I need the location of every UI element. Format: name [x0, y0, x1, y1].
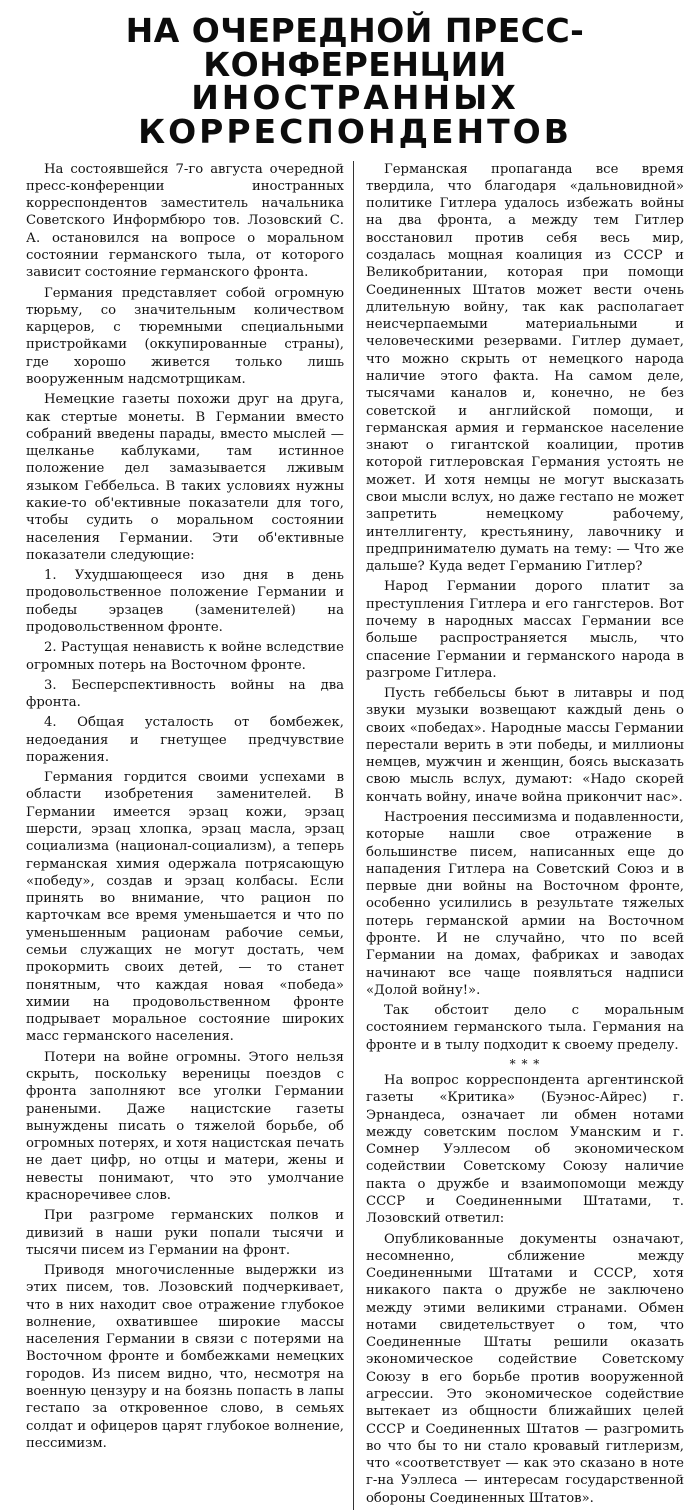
paragraph: 1. Ухудшающееся изо дня в день продовольственное положение Германии и победы эрзацев (заменителей) на продовольственном фронте. [26, 568, 344, 635]
paragraph: Германская пропаганда все время твердила, что благодаря «дальновидной» политике Гитлера удалось избежать войны на два фронта, а между тем Гитлер восстановил против себя весь мир, создалась мощная коалиция из СССР и Великобритании, которая при помощи Соединенных Штатов может вести очень длительную войну, так как располагает неисчерпаемыми материальными и человеческими резервами. Гитлер думает, что можно скрыть от немецкого народа наличие этого факта. На самом деле, тысячами каналов и, конечно, не без советской и английской помощи, и германская армия и германское население знают о гигантской коалиции, против которой гитлеровская Германия устоять не может. И хотя немцы не могут высказать свои мысли вслух, но даже гестапо не может запретить немецкому рабочему, интеллигенту, крестьянину, лавочнику и предпринимателю думать на тему: — Что же дальше? Куда ведет Германию Гитлер? [365, 161, 684, 575]
paragraph: Германия гордится своими успехами в области изобретения заменителей. В Германии имеется эрзац кожи, эрзац шерсти, эрзац хлопка, эрзац масла, эрзац социализма (национал-социализм), а теперь германская химия одержала потрясающую «победу», создав и эрзац колбасы. Если принять во внимание, что рацион по карточкам все время уменьшается и что по уменьшенным рационам рабочие семьи, семьи служащих не могут достать, чем прокормить своих детей, — то станет понятным, что каждая новая «победа» химии на продовольственном фронте подрывает моральное состояние широких масс германского населения. [26, 770, 344, 1045]
section-separator: * * * [509, 1056, 541, 1071]
article-headline [26, 11, 684, 151]
paragraph: При разгроме германских полков и дивизий в наши руки попали тысячи и тысячи писем из Германии на фронт. [26, 1208, 344, 1258]
paragraph: 4. Общая усталость от бомбежек, недоедания и гнетущее предчувствие поражения. [26, 715, 344, 765]
paragraph: Потери на войне огромны. Этого нельзя скрыть, поскольку вереницы поездов с фронта заполняют все уголки Германии ранеными. Даже нацистские газеты вынуждены писать о тяжелой борьбе, об огромных потерях, и хотя нацистская печать не дает цифр, но отцы и матери, жены и невесты понимают, что это умолчание красноречивее слов. [26, 1049, 344, 1203]
column-divider [353, 161, 354, 1510]
headline-line-2: ИНОСТРАННЫХ КОРРЕСПОНДЕНТОВ [138, 78, 572, 151]
paragraph: 3. Бесперспективность войны на два фронта. [26, 677, 344, 711]
article-columns [26, 161, 684, 1510]
paragraph: На состоявшейся 7-го августа очередной пресс-конференции иностранных корреспондентов заместитель начальника Советского Информбюро тов. Лозовский С. А. остановился на вопросе о моральном состоянии германского тыла, от которого зависит состояние германского фронта. [26, 161, 344, 281]
left-column [26, 161, 353, 1510]
paragraph: Германия представляет собой огромную тюрьму, со значительным количеством карцеров, с тюремными специальными пристройками (оккупированные страны), где хорошо живется только лишь вооруженным надсмотрщикам. [26, 285, 344, 387]
paragraph: Опубликованные документы означают, несомненно, сближение между Соединенными Штатами и СССР, хотя никакого пакта о дружбе не заключено между этими великими странами. Обмен нотами свидетельствует о том, что Соединенные Штаты решили оказать экономическое содействие Советскому Союзу в его борьбе против вооруженной агрессии. Это экономическое содействие вытекает из общности ближайших целей СССР и Соединенных Штатов — разгромить во что бы то ни стало кровавый гитлеризм, что «соответствует — как это сказано в ноте г-на Уэллеса — интересам государственной обороны Соединенных Штатов». [365, 1231, 684, 1506]
paragraph: Немецкие газеты похожи друг на друга, как стертые монеты. В Германии вместо собраний введены парады, вместо мыслей — щелканье каблуками, там истинное положение дел замазывается лживым языком Геббельса. В таких условиях нужны какие-то об'ективные показатели для того, чтобы судить о моральном состоянии населения Германии. Эти об'ективные показатели следующие: [26, 392, 344, 563]
headline-line-1: НА ОЧЕРЕДНОЙ ПРЕСС-КОНФЕРЕНЦИИ [125, 11, 585, 84]
paragraph: Приводя многочисленные выдержки из этих писем, тов. Лозовский подчеркивает, что в них находит свое отражение глубокое волнение, охватившее широкие массы населения Германии в связи с потерями на Восточном фронте и бомбежками немецких городов. Из писем видно, что, несмотря на военную цензуру и на боязнь попасть в лапы гестапо за откровенное слово, в семьях солдат и офицеров царят глубокое волнение, пессимизм. [26, 1263, 344, 1451]
paragraph: На вопрос корреспондента аргентинской газеты «Критика» (Буэнос-Айрес) г. Эрнандеса, означает ли обмен нотами между советским послом Уманским и г. Сомнер Уэллесом об экономическом содействии Советскому Союзу наличие пакта о дружбе и взаимопомощи между СССР и Соединенными Штатами, т. Лозовский ответил: [365, 1072, 684, 1227]
right-column [362, 161, 684, 1510]
paragraph: Настроения пессимизма и подавленности, которые нашли свое отражение в большинстве писем, написанных еще до нападения Гитлера на Советский Союз и в первые дни войны на Восточном фронте, особенно усилились в результате тяжелых потерь германской армии на Восточном фронте. И не случайно, что по всей Германии на домах, фабриках и заводах начинают все чаще появляться надписи «Долой войну!». [365, 810, 684, 998]
paragraph: Так обстоит дело с моральным состоянием германского тыла. Германия на фронте и в тылу подходит к своему пределу. [365, 1003, 684, 1053]
paragraph: Пусть геббельсы бьют в литавры и под звуки музыки возвещают каждый день о своих «победах». Народные массы Германии перестали верить в эти победы, и миллионы немцев, мужчин и женщин, боясь высказать свою мысль вслух, думают: «Надо скорей кончать войну, иначе война прикончит нас». [365, 686, 684, 805]
paragraph: 2. Растущая ненависть к войне вследствие огромных потерь на Восточном фронте. [26, 640, 344, 673]
paragraph: Народ Германии дорого платит за преступления Гитлера и его гангстеров. Вот почему в народных массах Германии все больше распространяется мысль, что спасение Германии и германского народа в разгроме Гитлера. [365, 579, 684, 681]
